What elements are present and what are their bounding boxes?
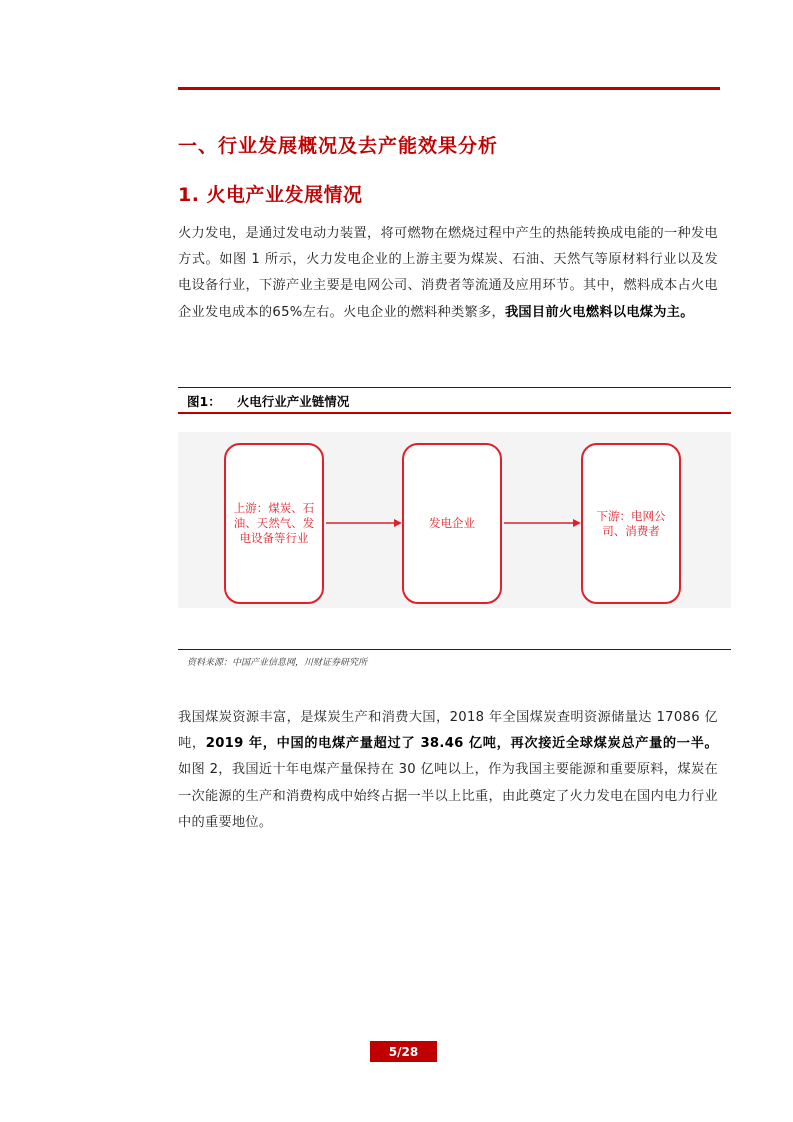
page-number: 5/28 <box>370 1041 437 1062</box>
sub-heading: 1. 火电产业发展情况 <box>178 184 363 206</box>
flow-box-downstream <box>581 443 681 604</box>
flow-box-upstream-label: 上游：煤炭、石油、天然气、发电设备等行业 <box>233 501 315 545</box>
flow-box-generation <box>402 443 502 604</box>
flow-box-generation-label: 发电企业 <box>429 516 475 530</box>
paragraph-2 <box>178 705 718 836</box>
figure-title-text: 火电行业产业链情况 <box>236 394 350 409</box>
paragraph-1-text: 火力发电，是通过发电动力装置，将可燃物在燃烧过程中产生的热能转换成电能的一种发电方式。如图 1 所示，火力发电企业的上游主要为煤炭、石油、天然气等原材料行业以及发电设备行业，下游产业主要是电网公司、消费者等流通及应用环节。其中，燃料成本占火电企业发电成本的65%左右。火电企业的燃料种类繁多， <box>178 226 718 320</box>
figure-label: 图1： <box>187 394 221 409</box>
section-heading: 一、行业发展概况及去产能效果分析 <box>178 135 499 157</box>
paragraph-2-bold: 2019 年，中国的电煤产量超过了 38.46 亿吨，再次接近全球煤炭总产量的一半。 <box>205 736 718 752</box>
arrow-upstream-to-generation <box>326 519 402 527</box>
flow-box-upstream <box>224 443 324 604</box>
flow-box-downstream-label: 下游：电网公司、消费者 <box>596 508 666 538</box>
figure-source: 资料来源：中国产业信息网，川财证券研究所 <box>187 658 368 668</box>
paragraph-1-bold: 我国目前火电燃料以电煤为主。 <box>504 304 694 320</box>
paragraph-2-text-b: 如图 2，我国近十年电煤产量保持在 30 亿吨以上，作为我国主要能源和重要原料，煤炭在一次能源的生产和消费构成中始终占据一半以上比重，由此奠定了火力发电在国内电力行业中的重要地位。 <box>178 762 718 830</box>
arrow-generation-to-downstream <box>504 519 581 527</box>
paragraph-2-text-a: 我国煤炭资源丰富，是煤炭生产和消费大国，2018 年全国煤炭查明资源储量达 17086 亿吨， <box>178 710 718 752</box>
figure-bottom-rule <box>178 649 731 650</box>
